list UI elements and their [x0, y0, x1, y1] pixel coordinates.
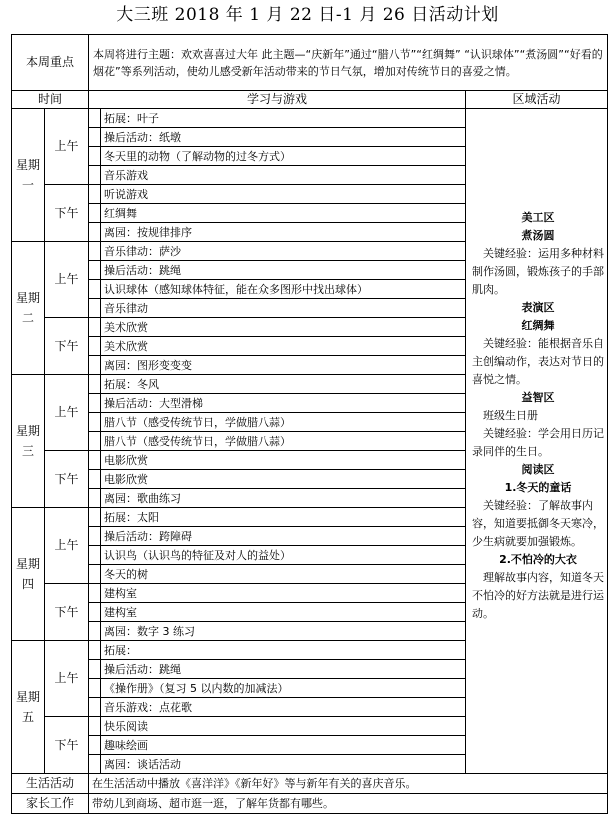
- activity-cell: 《操作册》（复习 5 以内数的加减法）: [101, 679, 466, 698]
- focus-text: 本周将进行主题：欢欢喜喜过大年 此主题—“庆新年”通过“腊八节”“红绸舞” “认识球体”“煮汤圆”“好看的烟花”等系列活动，使幼儿感受新年活动带来的节日气氛，增加对传统节日的喜爱之情。: [89, 35, 608, 91]
- row-marker: [89, 299, 101, 318]
- activity-cell: 拓展：: [101, 641, 466, 660]
- activity-cell: 腊八节（感受传统节日，学做腊八蒜）: [101, 432, 466, 451]
- morning-label: 上午: [45, 109, 89, 185]
- afternoon-label: 下午: [45, 717, 89, 774]
- region-line: 关键经验：了解故事内容，知道要抵御冬天寒冷，少生病就要加强锻炼。: [472, 499, 605, 548]
- activity-cell: 腊八节（感受传统节日，学做腊八蒜）: [101, 413, 466, 432]
- row-marker: [89, 337, 101, 356]
- activity-cell: 离园：数字 3 练习: [101, 622, 466, 641]
- day-label: 星期二: [12, 242, 45, 375]
- life-row: [12, 774, 608, 794]
- focus-label: 本周重点: [12, 35, 89, 91]
- row-marker: [89, 755, 101, 774]
- life-text: 在生活活动中播放《喜洋洋》《新年好》等与新年有关的喜庆音乐。: [89, 774, 608, 794]
- row-marker: [89, 622, 101, 641]
- region-line: 关键经验：运用多种材料制作汤圆，锻炼孩子的手部肌肉。: [472, 247, 605, 296]
- row-marker: [89, 318, 101, 337]
- row-marker: [89, 185, 101, 204]
- activity-cell: 美术欣赏: [101, 337, 466, 356]
- region-line: 班级生日册: [483, 409, 539, 422]
- region-line: 益智区: [521, 391, 555, 404]
- row-marker: [89, 489, 101, 508]
- row-marker: [89, 451, 101, 470]
- region-line: 关键经验：学会用日历记录同伴的生日。: [472, 427, 605, 458]
- morning-label: 上午: [45, 242, 89, 318]
- parent-label: 家长工作: [12, 794, 89, 814]
- row-marker: [89, 128, 101, 147]
- row-marker: [89, 375, 101, 394]
- row-marker: [89, 698, 101, 717]
- activity-cell: 离园：歌曲练习: [101, 489, 466, 508]
- row-marker: [89, 223, 101, 242]
- row-marker: [89, 280, 101, 299]
- row-marker: [89, 261, 101, 280]
- life-label: 生活活动: [12, 774, 89, 794]
- activity-cell: 冬天的树: [101, 565, 466, 584]
- row-marker: [89, 717, 101, 736]
- row-marker: [89, 603, 101, 622]
- region-line: 煮汤圆: [521, 229, 555, 242]
- row-marker: [89, 527, 101, 546]
- region-line: 表演区: [521, 301, 555, 314]
- activity-cell: 建构室: [101, 603, 466, 622]
- day-label: 星期三: [12, 375, 45, 508]
- row-marker: [89, 147, 101, 166]
- activity-cell: 拓展：叶子: [101, 109, 466, 128]
- afternoon-label: 下午: [45, 451, 89, 508]
- activity-cell: 快乐阅读: [101, 717, 466, 736]
- row-marker: [89, 736, 101, 755]
- activity-cell: 建构室: [101, 584, 466, 603]
- learning-header: 学习与游戏: [89, 91, 466, 109]
- region-line: 美工区: [521, 211, 555, 224]
- activity-cell: 离园：谈话活动: [101, 755, 466, 774]
- activity-cell: 音乐游戏: [101, 166, 466, 185]
- activity-cell: 电影欣赏: [101, 470, 466, 489]
- region-line: 2.不怕冷的大衣: [499, 553, 577, 566]
- activity-cell: 操后活动：大型滑梯: [101, 394, 466, 413]
- row-marker: [89, 432, 101, 451]
- region-line: 红绸舞: [521, 319, 555, 332]
- activity-cell: 操后活动：跨障碍: [101, 527, 466, 546]
- activity-cell: 音乐游戏：点花歌: [101, 698, 466, 717]
- activity-cell: 操后活动：跳绳: [101, 261, 466, 280]
- row-marker: [89, 508, 101, 527]
- day-label: 星期一: [12, 109, 45, 242]
- activity-cell: 拓展：太阳: [101, 508, 466, 527]
- day-label: 星期五: [12, 641, 45, 774]
- day-label: 星期四: [12, 508, 45, 641]
- morning-label: 上午: [45, 375, 89, 451]
- parent-row: [12, 794, 608, 814]
- activity-cell: 红绸舞: [101, 204, 466, 223]
- row-marker: [89, 356, 101, 375]
- activity-cell: 认识球体（感知球体特征，能在众多图形中找出球体）: [101, 280, 466, 299]
- activity-cell: 音乐律动：萨沙: [101, 242, 466, 261]
- focus-row: [12, 35, 608, 91]
- page-title: 大三班 2018 年 1 月 22 日-1 月 26 日活动计划: [116, 5, 499, 25]
- activity-cell: 操后活动：纸墩: [101, 128, 466, 147]
- row-marker: [89, 584, 101, 603]
- parent-text: 带幼儿到商场、超市逛一逛，了解年货都有哪些。: [89, 794, 608, 814]
- row-marker: [89, 109, 101, 128]
- region-line: 阅读区: [521, 463, 555, 476]
- row-marker: [89, 641, 101, 660]
- row-marker: [89, 413, 101, 432]
- morning-label: 上午: [45, 508, 89, 584]
- row-marker: [89, 565, 101, 584]
- header-row: [12, 91, 608, 109]
- region-header: 区域活动: [466, 91, 608, 109]
- activity-cell: 美术欣赏: [101, 318, 466, 337]
- row-marker: [89, 242, 101, 261]
- row-marker: [89, 546, 101, 565]
- afternoon-label: 下午: [45, 584, 89, 641]
- activity-cell: 趣味绘画: [101, 736, 466, 755]
- afternoon-label: 下午: [45, 185, 89, 242]
- region-line: 关键经验：能根据音乐自主创编动作，表达对节日的喜悦之情。: [472, 337, 605, 386]
- activity-cell: 离园：图形变变变: [101, 356, 466, 375]
- morning-label: 上午: [45, 641, 89, 717]
- region-activities: [466, 109, 608, 774]
- activity-cell: 音乐律动: [101, 299, 466, 318]
- activity-cell: 离园：按规律排序: [101, 223, 466, 242]
- row-marker: [89, 204, 101, 223]
- region-line: 理解故事内容，知道冬天不怕冷的好方法就是进行运动。: [472, 571, 605, 620]
- row-marker: [89, 679, 101, 698]
- afternoon-label: 下午: [45, 318, 89, 375]
- activity-cell: 冬天里的动物（了解动物的过冬方式）: [101, 147, 466, 166]
- row-marker: [89, 166, 101, 185]
- plan-table: [11, 34, 608, 814]
- activity-cell: 电影欣赏: [101, 451, 466, 470]
- activity-cell: 拓展：冬风: [101, 375, 466, 394]
- activity-cell: 认识鸟（认识鸟的特征及对人的益处）: [101, 546, 466, 565]
- activity-cell: 操后活动：跳绳: [101, 660, 466, 679]
- row-marker: [89, 660, 101, 679]
- row-marker: [89, 470, 101, 489]
- region-line: 1.冬天的童话: [504, 481, 572, 494]
- activity-cell: 听说游戏: [101, 185, 466, 204]
- schedule-row: [12, 109, 608, 128]
- row-marker: [89, 394, 101, 413]
- time-header: 时间: [12, 91, 89, 109]
